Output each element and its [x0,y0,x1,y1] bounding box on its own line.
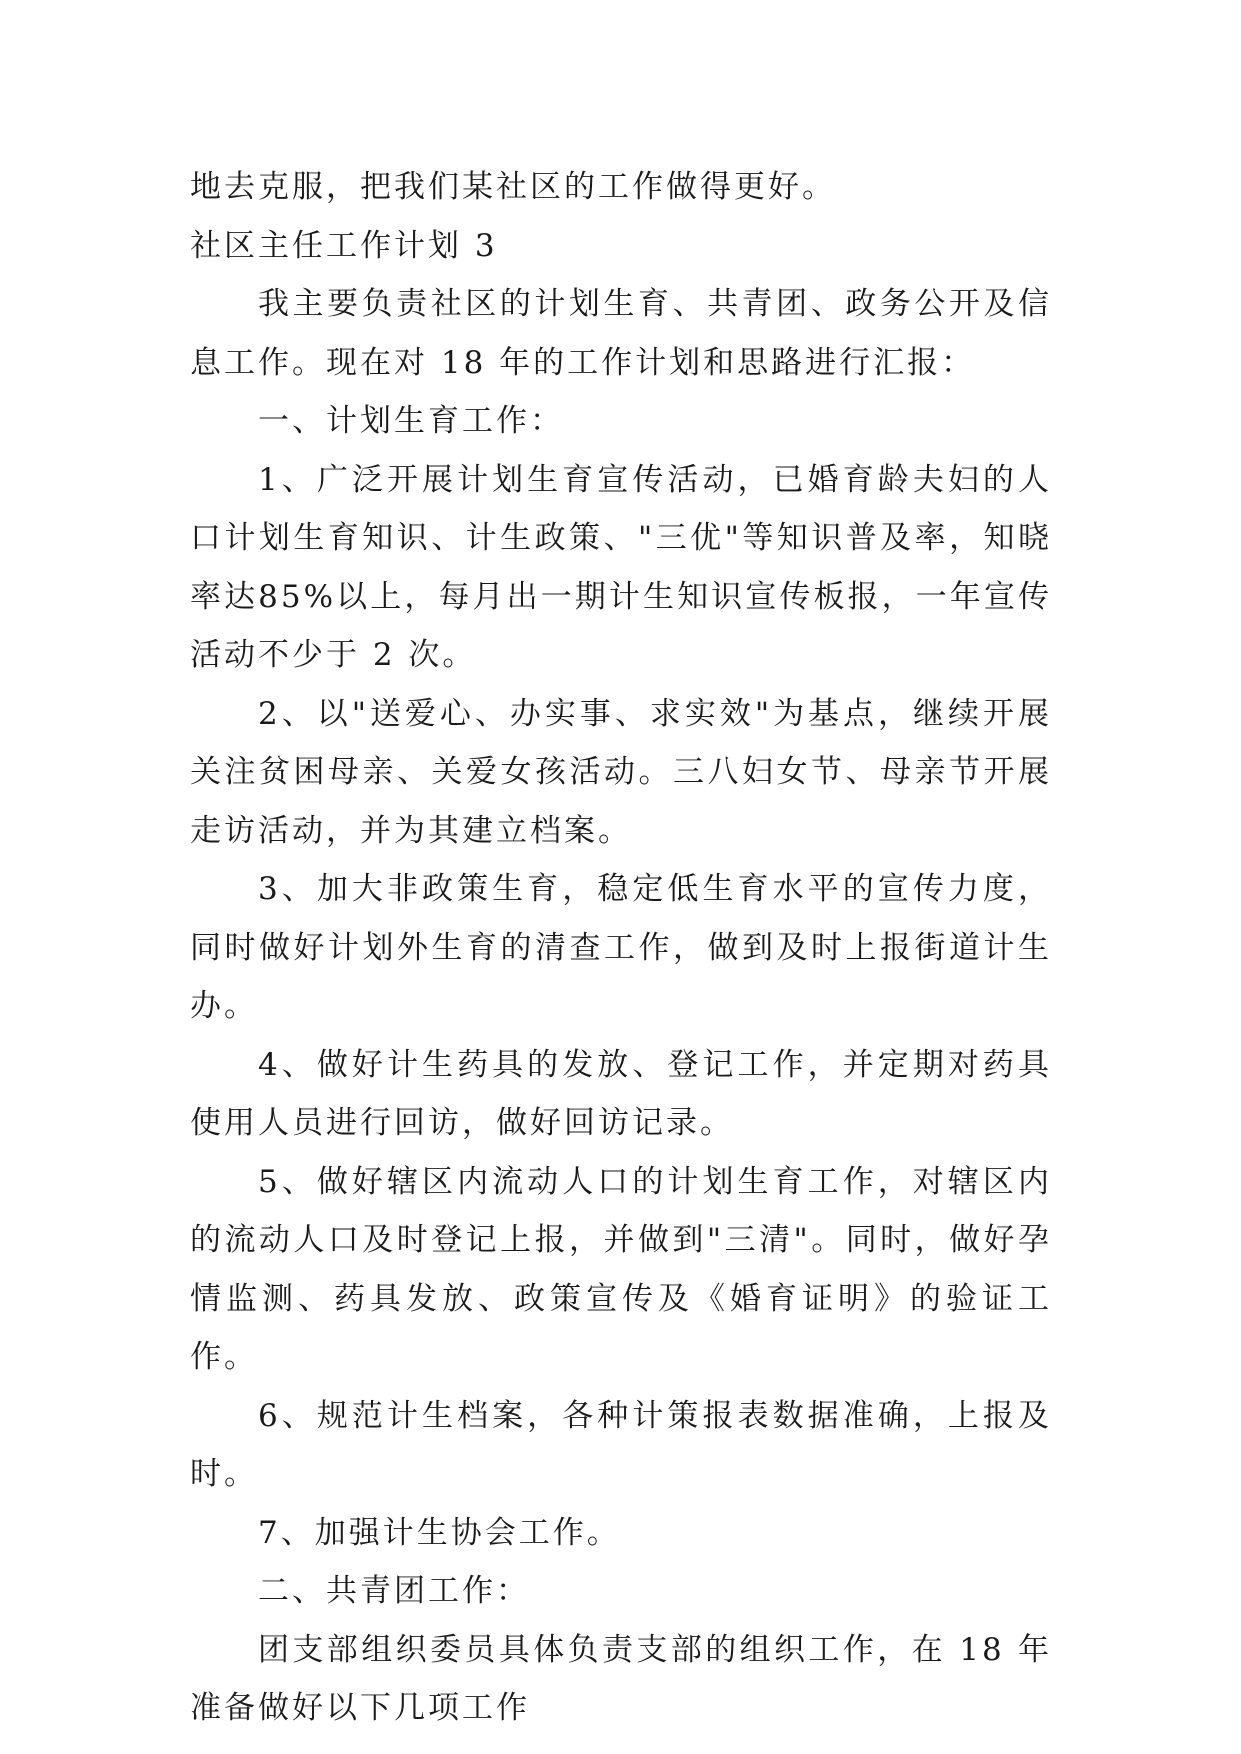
list-item-5: 5、做好辖区内流动人口的计划生育工作，对辖区内的流动人口及时登记上报，并做到"三清"。同时，做好孕情监测、药具发放、政策宣传及《婚育证明》的验证工作。 [190,1163,1052,1375]
paragraph-youth-league: 团支部组织委员具体负责支部的组织工作，在 18 年准备做好以下几项工作 [190,1631,1052,1726]
list-item-7: 7、加强计生协会工作。 [258,1514,621,1551]
list-item-2: 2、以"送爱心、办实事、求实效"为基点，继续开展关注贫困母亲、关爱女孩活动。三八妇女节、母亲节开展走访活动，并为其建立档案。 [190,695,1052,849]
subheading-family-planning: 一、计划生育工作： [258,403,564,439]
list-item-3: 3、加大非政策生育，稳定低生育水平的宣传力度，同时做好计划外生育的清查工作，做到及时上报街道计生办。 [190,871,1052,1024]
section-heading: 社区主任工作计划 3 [190,227,498,264]
document-body [190,158,1052,1738]
list-item-1: 1、广泛开展计划生育宣传活动，已婚育龄夫妇的人口计划生育知识、计生政策、"三优"等知识普及率，知晓率达85%以上，每月出一期计生知识宣传板报，一年宣传活动不少于 2 次。 [190,461,1052,673]
list-item-4: 4、做好计生药具的发放、登记工作，并定期对药具使用人员进行回访，做好回访记录。 [190,1046,1052,1141]
list-item-6: 6、规范计生档案，各种计策报表数据准确，上报及时。 [190,1397,1052,1492]
paragraph-intro: 我主要负责社区的计划生育、共青团、政务公开及信息工作。现在对 18 年的工作计划和思路进行汇报： [190,286,1052,381]
subheading-youth-league: 二、共青团工作： [258,1573,530,1609]
paragraph-continuation: 地去克服，把我们某社区的工作做得更好。 [190,169,836,205]
